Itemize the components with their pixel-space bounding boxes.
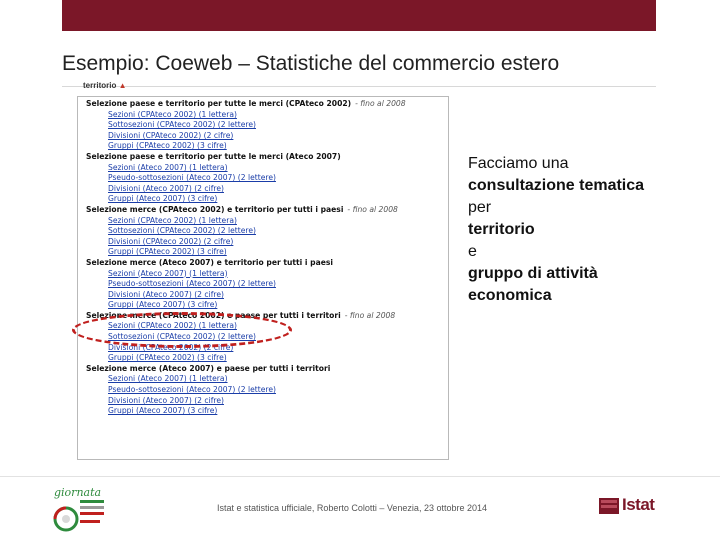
section-heading <box>78 205 448 216</box>
istat-logo-text: Istat <box>622 495 655 514</box>
section-heading <box>78 364 448 375</box>
menu-link[interactable]: Gruppi (CPAteco 2002) (3 cifre) <box>108 141 227 151</box>
menu-link-row <box>78 226 448 237</box>
section-heading-text: Selezione merce (Ateco 2007) e paese per tutti i territori <box>86 363 331 373</box>
menu-link[interactable]: Sezioni (Ateco 2007) (1 lettera) <box>108 162 228 172</box>
menu-link[interactable]: Pseudo-sottosezioni (Ateco 2007) (2 lettere) <box>108 279 276 289</box>
menu-link[interactable]: Pseudo-sottosezioni (Ateco 2007) (2 lettere) <box>108 173 276 183</box>
menu-link-row <box>78 131 448 142</box>
giornata-statistica-logo <box>46 486 108 532</box>
slide-title: Esempio: Coeweb – Statistiche del commercio estero <box>62 52 560 75</box>
highlight-ellipse <box>72 312 292 348</box>
menu-link[interactable]: Divisioni (Ateco 2007) (2 cifre) <box>108 395 224 405</box>
menu-link[interactable]: Sezioni (CPAteco 2002) (1 lettera) <box>108 321 237 331</box>
menu-link[interactable]: Divisioni (Ateco 2007) (2 cifre) <box>108 183 224 193</box>
side-line-bold: economica <box>468 287 552 304</box>
section-heading-text: Selezione merce (Ateco 2007) e territorio per tutti i paesi <box>86 257 333 267</box>
menu-link[interactable]: Sezioni (Ateco 2007) (1 lettera) <box>108 374 228 384</box>
menu-link-row <box>78 237 448 248</box>
side-line: Facciamo una <box>468 155 569 172</box>
menu-link[interactable]: Sottosezioni (CPAteco 2002) (2 lettere) <box>108 226 256 236</box>
menu-link[interactable]: Divisioni (CPAteco 2002) (2 cifre) <box>108 236 234 246</box>
menu-link-row <box>78 184 448 195</box>
footer-divider <box>0 476 720 477</box>
menu-link-row <box>78 173 448 184</box>
menu-link[interactable]: Gruppi (Ateco 2007) (3 cifre) <box>108 300 218 310</box>
fragment-text: territorio <box>83 81 117 90</box>
menu-link[interactable]: Sottosezioni (CPAteco 2002) (2 lettere) <box>108 332 256 342</box>
section-heading <box>78 99 448 110</box>
section-heading-text: Selezione merce (CPAteco 2002) e territorio per tutti i paesi <box>86 204 344 214</box>
menu-link-row <box>78 163 448 174</box>
menu-link-row <box>78 406 448 417</box>
coeweb-screenshot <box>77 96 449 460</box>
menu-link-row <box>78 374 448 385</box>
menu-link[interactable]: Sezioni (CPAteco 2002) (1 lettera) <box>108 215 237 225</box>
menu-link-row <box>78 216 448 227</box>
fragment-label <box>83 81 127 90</box>
side-line-bold: gruppo di attività <box>468 265 598 282</box>
menu-link[interactable]: Sottosezioni (CPAteco 2002) (2 lettere) <box>108 120 256 130</box>
menu-link-row <box>78 290 448 301</box>
menu-link[interactable]: Pseudo-sottosezioni (Ateco 2007) (2 lettere) <box>108 385 276 395</box>
section-heading <box>78 258 448 269</box>
side-text <box>468 153 644 307</box>
side-line-bold: territorio <box>468 221 535 238</box>
side-line: per <box>468 199 492 216</box>
menu-link[interactable]: Divisioni (Ateco 2007) (2 cifre) <box>108 289 224 299</box>
menu-link-row <box>78 110 448 121</box>
menu-link[interactable]: Gruppi (CPAteco 2002) (3 cifre) <box>108 353 227 363</box>
menu-link-row <box>78 353 448 364</box>
menu-link-row <box>78 141 448 152</box>
menu-link[interactable]: Sezioni (Ateco 2007) (1 lettera) <box>108 268 228 278</box>
menu-link[interactable]: Divisioni (CPAteco 2002) (2 cifre) <box>108 130 234 140</box>
menu-link[interactable]: Gruppi (Ateco 2007) (3 cifre) <box>108 406 218 416</box>
section-heading-text: Selezione paese e territorio per tutte le merci (Ateco 2007) <box>86 151 341 161</box>
menu-link-row <box>78 385 448 396</box>
footer-text: Istat e statistica ufficiale, Roberto Colotti – Venezia, 23 ottobre 2014 <box>217 503 487 513</box>
menu-link-row <box>78 300 448 311</box>
section-note: - fino al 2008 <box>347 204 398 214</box>
side-line: e <box>468 243 477 260</box>
up-arrow-icon: ▲ <box>118 81 127 90</box>
menu-link-row <box>78 279 448 290</box>
menu-link-row <box>78 194 448 205</box>
menu-link-row <box>78 269 448 280</box>
side-line-bold: consultazione tematica <box>468 177 645 194</box>
section-note: - fino al 2008 <box>355 99 406 108</box>
menu-link[interactable]: Divisioni (CPAteco 2002) (2 cifre) <box>108 342 234 352</box>
menu-link-row <box>78 120 448 131</box>
menu-link[interactable]: Gruppi (Ateco 2007) (3 cifre) <box>108 194 218 204</box>
top-bar <box>62 0 656 31</box>
svg-text:giornata: giornata <box>54 486 102 499</box>
menu-link-row <box>78 396 448 407</box>
menu-link[interactable]: Sezioni (CPAteco 2002) (1 lettera) <box>108 109 237 119</box>
section-heading-text: Selezione merce (CPAteco 2002) e paese per tutti i territori <box>86 310 341 320</box>
menu-link-row <box>78 247 448 258</box>
section-note: - fino al 2008 <box>344 310 396 320</box>
section-heading <box>78 152 448 163</box>
section-heading-text: Selezione paese e territorio per tutte le merci (CPAteco 2002) <box>86 99 352 108</box>
coeweb-menu <box>78 99 448 417</box>
title-divider <box>62 86 656 87</box>
menu-link[interactable]: Gruppi (CPAteco 2002) (3 cifre) <box>108 247 227 257</box>
